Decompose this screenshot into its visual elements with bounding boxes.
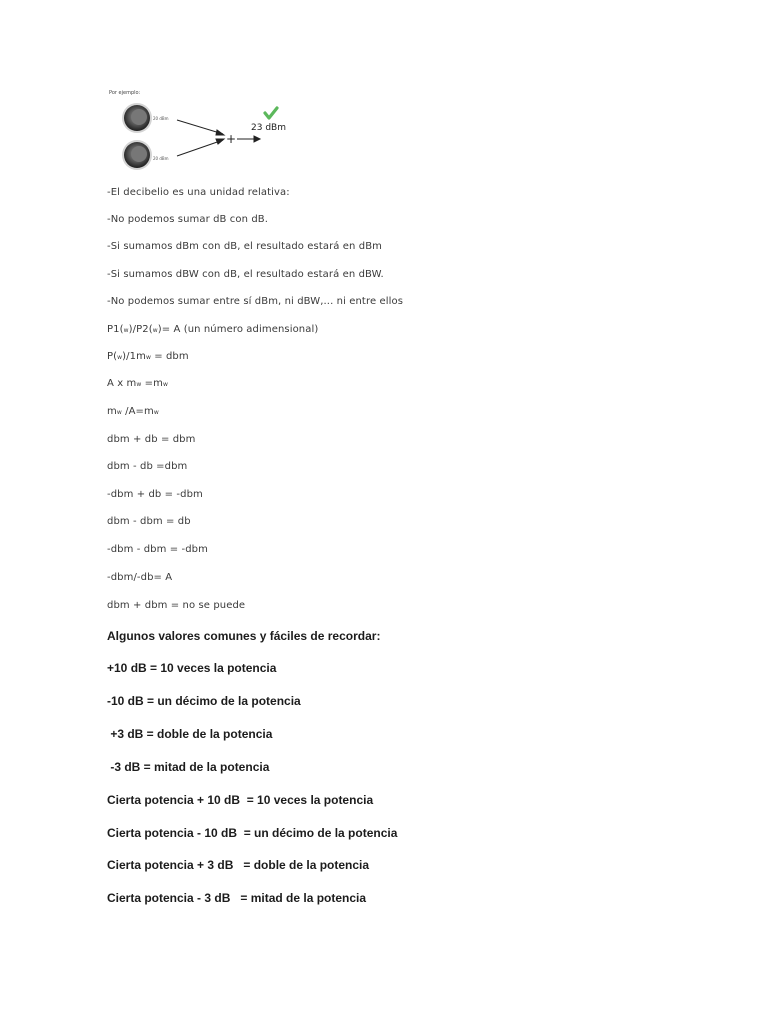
speaker-icon bbox=[122, 103, 152, 133]
speaker-icon bbox=[122, 140, 152, 170]
rule-line: -dbm + db = -dbm bbox=[107, 489, 203, 500]
formula-line: A x mw =mw bbox=[107, 378, 168, 389]
bold-line: +3 dB = doble de la potencia bbox=[107, 727, 273, 741]
rule-line: -dbm - dbm = -dbm bbox=[107, 544, 208, 555]
bold-line: +10 dB = 10 veces la potencia bbox=[107, 661, 277, 675]
bold-line: -10 dB = un décimo de la potencia bbox=[107, 694, 301, 708]
text-line: -El decibelio es una unidad relativa: bbox=[107, 187, 290, 198]
text-line: -Si sumamos dBm con dB, el resultado estará en dBm bbox=[107, 241, 383, 252]
bold-line: Cierta potencia - 3 dB = mitad de la potencia bbox=[107, 891, 367, 905]
text-line: -No podemos sumar entre sí dBm, ni dBW,... ni entre ellos bbox=[107, 296, 404, 307]
example-figure bbox=[107, 88, 287, 174]
section-heading: Algunos valores comunes y fáciles de recordar: bbox=[107, 629, 381, 643]
rule-line: -dbm/-db= A bbox=[107, 572, 173, 583]
formula-line: mw /A=mw bbox=[107, 406, 159, 417]
rule-line: dbm + db = dbm bbox=[107, 434, 196, 445]
rule-line: dbm - dbm = db bbox=[107, 516, 191, 527]
rule-line: dbm + dbm = no se puede bbox=[107, 600, 246, 611]
text-line: -Si sumamos dBW con dB, el resultado estará en dBW. bbox=[107, 269, 384, 280]
check-icon bbox=[265, 108, 277, 118]
bold-line: Cierta potencia + 3 dB = doble de la potencia bbox=[107, 858, 370, 872]
text-line: -No podemos sumar dB con dB. bbox=[107, 214, 269, 225]
rule-line: dbm - db =dbm bbox=[107, 461, 188, 472]
bold-line: Cierta potencia - 10 dB = un décimo de la potencia bbox=[107, 826, 398, 840]
arrow-icon bbox=[177, 120, 260, 156]
figure-caption: Por ejemplo: bbox=[109, 90, 141, 96]
plus-sign: + bbox=[226, 132, 237, 146]
speaker-label: 20 dBm bbox=[153, 156, 169, 161]
bold-line: Cierta potencia + 10 dB = 10 veces la potencia bbox=[107, 793, 374, 807]
speaker-label: 20 dBm bbox=[153, 116, 169, 121]
result-label: 23 dBm bbox=[251, 123, 286, 133]
bold-line: -3 dB = mitad de la potencia bbox=[107, 760, 270, 774]
formula-line: P(w)/1mw = dbm bbox=[107, 351, 189, 362]
formula-line: P1(w)/P2(w)= A (un número adimensional) bbox=[107, 324, 319, 335]
